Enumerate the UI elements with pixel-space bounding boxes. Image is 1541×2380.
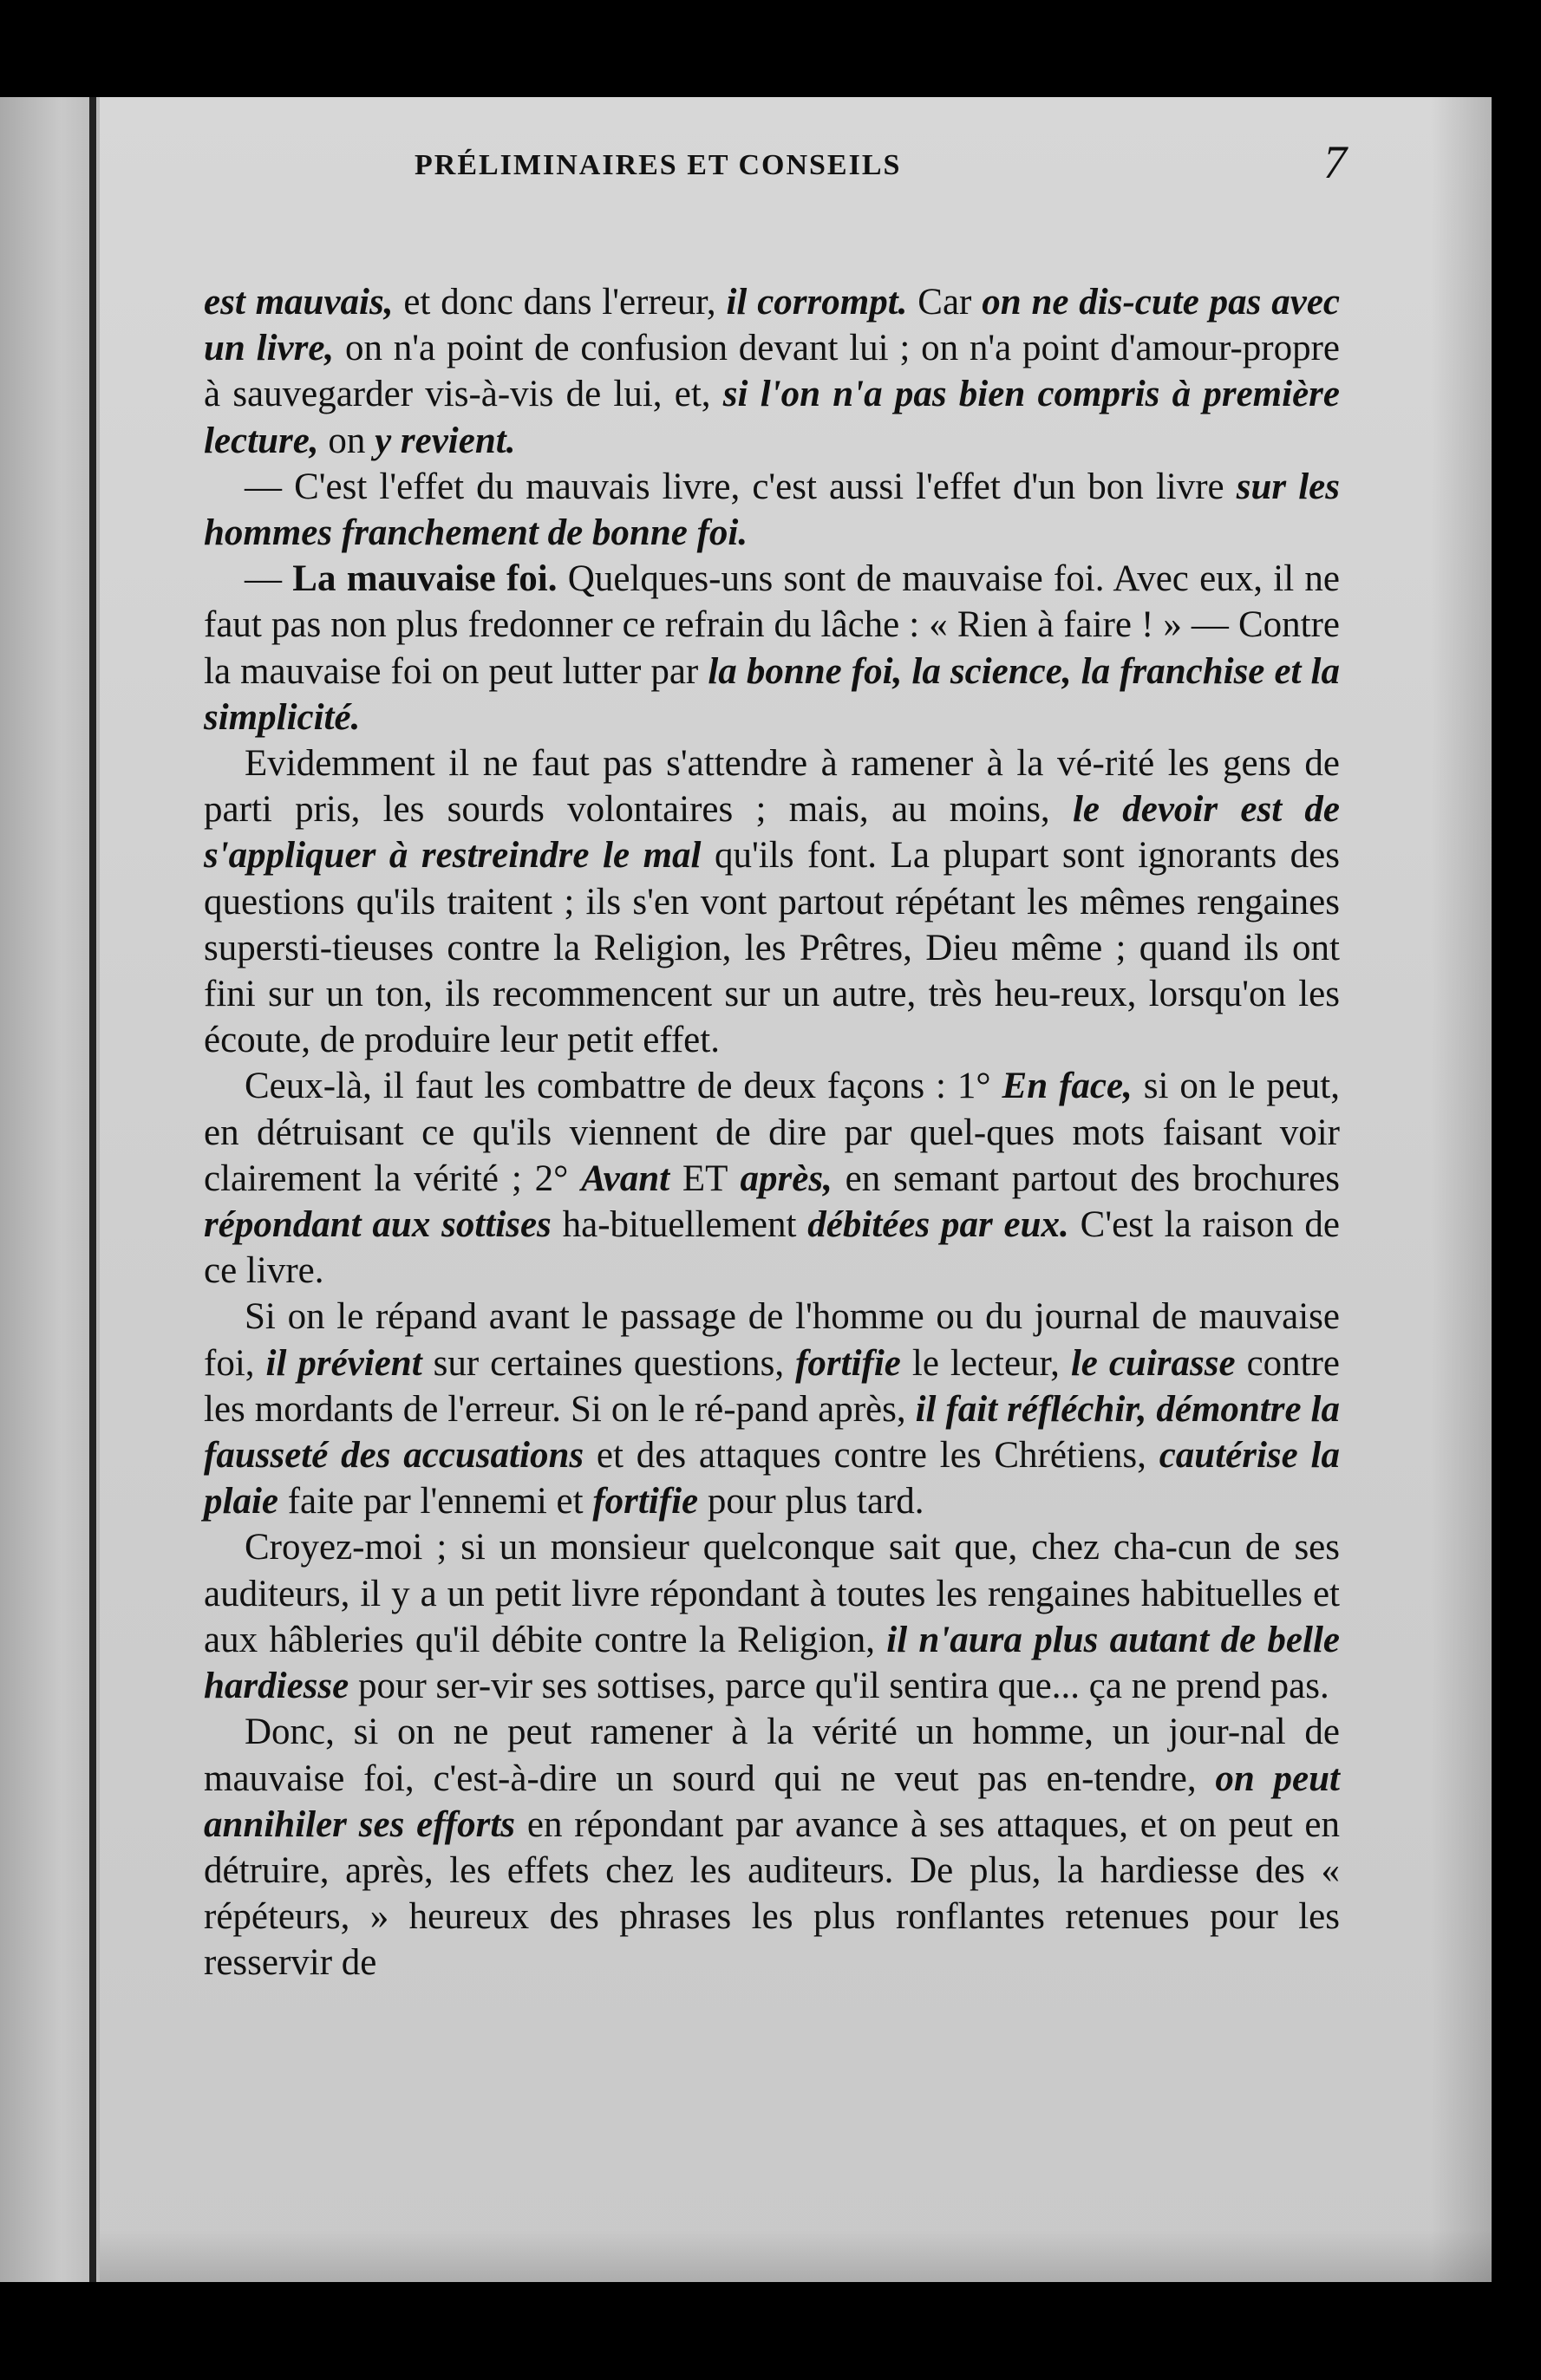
- paragraph: [204, 740, 1340, 1063]
- text-run: le lecteur,: [900, 1342, 1071, 1384]
- page-curl-shadow: [1431, 97, 1492, 2282]
- emphasis-text: le devoir est de s'appliquer à restreindre le mal: [204, 789, 1340, 877]
- emphasis-text: est mauvais,: [204, 282, 394, 323]
- text-run: C'est la raison de ce livre.: [204, 1204, 1341, 1292]
- running-head: PRÉLIMINAIRES ET CONSEILS: [415, 149, 902, 181]
- text-run: Car: [907, 282, 983, 323]
- text-run: ET: [669, 1157, 741, 1199]
- section-heading: La mauvaise foi.: [292, 558, 558, 600]
- facing-page-edge: [0, 97, 102, 2282]
- text-run: en répondant par avance à ses attaques, et on peut en détruire, après, les effets chez les auditeurs. De plus, la hardiesse des « répéteurs, » heureux des phrases les plus ronflantes retenues pour les resservir de: [204, 1803, 1340, 1984]
- text-run: Quelques-uns sont de mauvaise foi. Avec eux, il ne faut pas non plus fredonner ce refrain du lâche : « Rien à faire ! » — Contre la mauvaise foi on peut lutter par: [204, 558, 1340, 692]
- text-run: on: [318, 420, 375, 461]
- emphasis-text: y revient.: [375, 420, 516, 461]
- emphasis-text: il n'aura plus autant de belle hardiesse: [204, 1619, 1340, 1707]
- emphasis-text: il corrompt.: [726, 282, 908, 323]
- text-run: et donc dans l'erreur,: [393, 282, 727, 323]
- text-run: qu'ils font. La plupart sont ignorants des questions qu'ils traitent ; ils s'en vont partout répétant les mêmes rengaines supersti-tieuses contre la Religion, les Prêtres, Dieu même ; quand ils ont fini sur un ton, ils recommencent sur un autre, très heu-reux, lorsqu'on les écoute, de produire leur petit effet.: [204, 835, 1340, 1061]
- paragraph: [204, 1063, 1340, 1294]
- text-run: faite par l'ennemi et: [278, 1481, 593, 1523]
- paragraph: [204, 1524, 1340, 1709]
- text-run: — C'est l'effet du mauvais livre, c'est aussi l'effet d'un bon livre: [245, 466, 1237, 507]
- paragraph: [204, 556, 1340, 740]
- page-number: 7: [1323, 136, 1347, 188]
- paragraph: [204, 279, 1340, 464]
- emphasis-text: si l'on n'a pas bien compris à première lecture,: [204, 374, 1340, 461]
- emphasis-text: la bonne foi, la science, la franchise et la simplicité.: [204, 650, 1340, 738]
- paragraph: [204, 464, 1340, 556]
- emphasis-text: après,: [740, 1157, 833, 1199]
- text-run: pour ser-vir ses sottises, parce qu'il sentira que... ça ne prend pas.: [349, 1666, 1329, 1707]
- text-run: contre les mordants de l'erreur. Si on le ré-pand après,: [204, 1342, 1340, 1430]
- text-run: on n'a point de confusion devant lui ; on n'a point d'amour-propre à sauvegarder vis-à-vis de lui, et,: [204, 328, 1340, 415]
- text-run: pour plus tard.: [698, 1481, 924, 1523]
- emphasis-text: on peut annihiler ses efforts: [204, 1757, 1340, 1845]
- text-run: ha-bituellement: [551, 1204, 808, 1246]
- paragraph: [204, 1709, 1340, 1986]
- text-run: Donc, si on ne peut ramener à la vérité un homme, un jour-nal de mauvaise foi, c'est-à-dire un sourd qui ne veut pas en-tendre,: [204, 1712, 1340, 1799]
- emphasis-text: fortifie: [592, 1481, 699, 1523]
- text-run: en semant partout des brochures: [832, 1157, 1341, 1199]
- emphasis-text: cautérise la plaie: [204, 1435, 1340, 1523]
- text-run: —: [245, 558, 293, 600]
- emphasis-text: le cuirasse: [1070, 1342, 1236, 1384]
- page-gutter: [89, 97, 96, 2282]
- text-run: si on le peut, en détruisant ce qu'ils viennent de dire par quel-ques mots faisant voir clairement la vérité ; 2°: [204, 1066, 1340, 1199]
- emphasis-text: il prévient: [265, 1342, 422, 1384]
- text-run: Si on le répand avant le passage de l'homme ou du journal de mauvaise foi,: [204, 1296, 1340, 1384]
- emphasis-text: Avant: [581, 1157, 670, 1199]
- text-run: Ceux-là, il faut les combattre de deux façons : 1°: [245, 1066, 1002, 1107]
- emphasis-text: sur les hommes franchement de bonne foi.: [204, 466, 1340, 554]
- text-run: sur certaines questions,: [421, 1342, 796, 1384]
- emphasis-text: on ne dis-cute pas avec un livre,: [204, 282, 1341, 369]
- text-run: Evidemment il ne faut pas s'attendre à ramener à la vé-rité les gens de parti pris, les sourds volontaires ; mais, au moins,: [204, 743, 1340, 831]
- emphasis-text: fortifie: [795, 1342, 901, 1384]
- body-text: [204, 279, 1340, 1986]
- text-run: Croyez-moi ; si un monsieur quelconque sait que, chez cha-cun de ses auditeurs, il y a un petit livre répondant à toutes les rengaines habituelles et aux hâbleries qu'il débite contre la Religion,: [204, 1527, 1340, 1660]
- emphasis-text: répondant aux sottises: [204, 1204, 552, 1246]
- page-bottom-shadow: [100, 2230, 1492, 2282]
- emphasis-text: il fait réfléchir, démontre la fausseté des accusations: [204, 1388, 1340, 1477]
- paragraph: [204, 1294, 1340, 1524]
- emphasis-text: débitées par eux.: [807, 1204, 1069, 1246]
- text-run: et des attaques contre les Chrétiens,: [584, 1435, 1159, 1477]
- emphasis-text: En face,: [1002, 1066, 1133, 1107]
- page-header: [415, 130, 1347, 199]
